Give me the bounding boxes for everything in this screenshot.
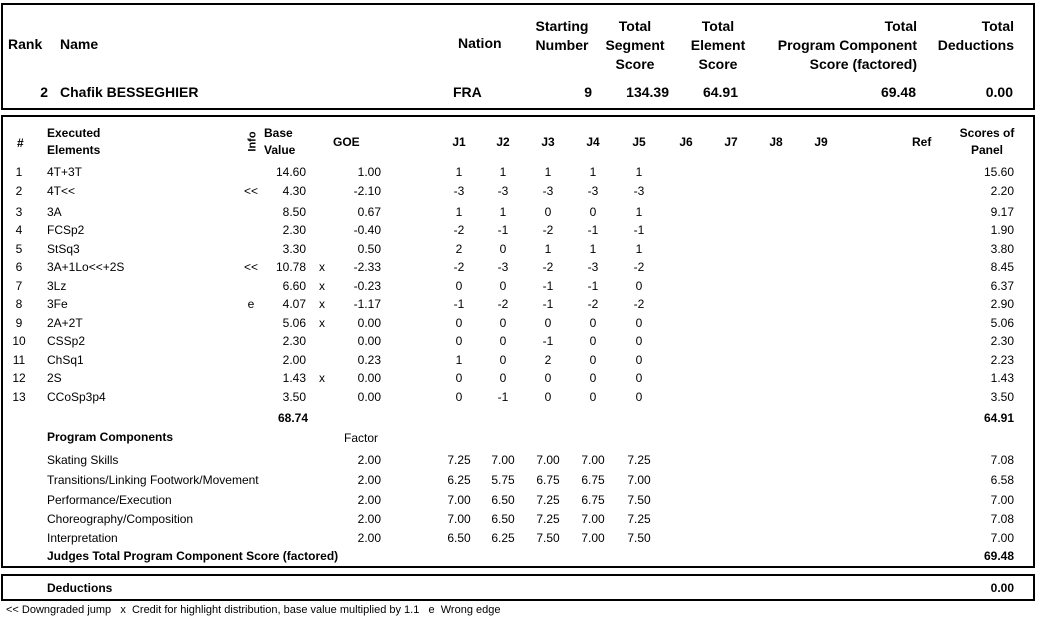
element-number: 11 (12, 353, 26, 367)
element-number: 3 (15, 205, 23, 219)
element-judge-score: 0 (544, 371, 552, 385)
element-base-value: 2.00 (282, 353, 306, 367)
component-judge-score: 7.25 (627, 512, 651, 526)
component-row (0, 493, 1037, 510)
element-judge-score: 0 (499, 334, 507, 348)
component-judge-score: 6.50 (491, 493, 515, 507)
tss-header-line1: Total (618, 18, 652, 34)
element-judge-score: 0 (499, 242, 507, 256)
element-name: FCSp2 (47, 223, 85, 237)
element-goe: 0.00 (357, 371, 381, 385)
judge-header-j6: J6 (679, 135, 693, 149)
program-components-title: Program Components (47, 430, 174, 444)
pcs-header-line2: Program Component (777, 37, 917, 53)
element-panel-score: 3.80 (990, 242, 1014, 256)
judge-header-j1: J1 (452, 135, 466, 149)
element-judge-score: -3 (633, 184, 645, 198)
judge-header-j8: J8 (769, 135, 783, 149)
skater-nation: FRA (453, 84, 482, 100)
tes-header-line1: Total (701, 18, 735, 34)
component-judge-score: 7.25 (536, 493, 560, 507)
skater-starting-number: 9 (584, 84, 592, 100)
element-score-total: 64.91 (983, 411, 1014, 425)
name-header: Name (60, 36, 99, 52)
element-judge-score: -1 (497, 223, 509, 237)
element-judge-score: -2 (587, 297, 599, 311)
element-panel-score: 1.43 (990, 371, 1014, 385)
element-info: e (247, 297, 255, 311)
element-judge-score: 1 (455, 165, 463, 179)
tss-header-line3: Score (615, 56, 655, 72)
element-number: 6 (15, 260, 23, 274)
executed-elements-header (47, 125, 100, 159)
element-number: 4 (15, 223, 23, 237)
component-judge-score: 7.00 (491, 453, 515, 467)
component-judge-score: 7.00 (581, 453, 605, 467)
element-judge-score: 0 (589, 316, 597, 330)
element-name: CCoSp3p4 (47, 390, 106, 404)
element-row (0, 297, 1037, 314)
element-judge-score: 1 (499, 165, 507, 179)
element-judge-score: 0 (499, 353, 507, 367)
element-base-value: 1.43 (282, 371, 306, 385)
tes-header-line2: Element (690, 37, 746, 53)
element-judge-score: -1 (453, 297, 465, 311)
element-goe: 0.00 (357, 390, 381, 404)
base-header-line2: Value (264, 143, 296, 157)
judges-total-pcs-value: 69.48 (983, 549, 1014, 563)
pcs-header (760, 17, 917, 74)
element-judge-score: 1 (635, 165, 643, 179)
element-bonus-flag: x (319, 260, 325, 274)
element-judge-score: 1 (589, 165, 597, 179)
element-base-value: 2.30 (282, 334, 306, 348)
element-name: 2S (47, 371, 62, 385)
element-number: 1 (15, 165, 23, 179)
element-panel-score: 2.30 (990, 334, 1014, 348)
element-judge-score: 0 (544, 390, 552, 404)
element-row (0, 390, 1037, 407)
element-base-value: 3.50 (282, 390, 306, 404)
component-row (0, 453, 1037, 470)
element-judge-score: -2 (453, 223, 465, 237)
component-judge-score: 7.25 (627, 453, 651, 467)
element-number: 7 (15, 279, 23, 293)
component-judge-score: 5.75 (491, 473, 515, 487)
element-judge-score: -2 (633, 297, 645, 311)
element-judge-score: -1 (633, 223, 645, 237)
element-judge-score: 0 (635, 353, 643, 367)
element-base-value: 4.30 (282, 184, 306, 198)
element-base-value: 3.30 (282, 242, 306, 256)
element-number: 2 (15, 184, 23, 198)
judges-total-pcs-label: Judges Total Program Component Score (factored) (47, 549, 339, 563)
component-name: Choreography/Composition (47, 512, 194, 526)
starting-header-line2: Number (535, 37, 589, 53)
element-goe: 0.23 (357, 353, 381, 367)
element-judge-score: -3 (587, 184, 599, 198)
component-row (0, 512, 1037, 529)
component-factor: 2.00 (357, 473, 381, 487)
element-judge-score: 0 (589, 205, 597, 219)
component-judge-score: 6.75 (581, 473, 605, 487)
element-panel-score: 2.90 (990, 297, 1014, 311)
element-goe: -0.40 (353, 223, 381, 237)
ded-header-line2: Deductions (937, 37, 1014, 53)
element-number: 8 (15, 297, 23, 311)
component-panel-score: 6.58 (990, 473, 1014, 487)
component-judge-score: 7.50 (536, 531, 560, 545)
element-panel-score: 5.06 (990, 316, 1014, 330)
element-row (0, 371, 1037, 388)
element-bonus-flag: x (319, 371, 325, 385)
element-judge-score: 0 (589, 353, 597, 367)
element-judge-score: 0 (499, 316, 507, 330)
pcs-header-line1: Total (884, 18, 917, 34)
element-goe: -1.17 (353, 297, 381, 311)
element-goe: 0.67 (357, 205, 381, 219)
element-judge-score: -1 (542, 334, 554, 348)
element-judge-score: -3 (453, 184, 465, 198)
element-name: 3A+1Lo<<+2S (47, 260, 125, 274)
element-judge-score: 1 (589, 242, 597, 256)
element-panel-score: 2.23 (990, 353, 1014, 367)
element-judge-score: 0 (455, 316, 463, 330)
executed-header-line2: Elements (47, 143, 101, 157)
skater-rank: 2 (40, 84, 48, 100)
element-name: ChSq1 (47, 353, 84, 367)
judge-header-j9: J9 (814, 135, 828, 149)
element-judge-score: 0 (635, 390, 643, 404)
element-number: 5 (15, 242, 23, 256)
element-judge-score: -3 (497, 260, 509, 274)
judge-header-j2: J2 (496, 135, 510, 149)
component-judge-score: 7.00 (536, 453, 560, 467)
element-judge-score: 1 (544, 242, 552, 256)
element-judge-score: 0 (589, 371, 597, 385)
judge-header-j3: J3 (541, 135, 555, 149)
element-judge-score: -1 (542, 279, 554, 293)
factor-label: Factor (344, 431, 379, 445)
element-goe: 1.00 (357, 165, 381, 179)
component-judge-score: 7.00 (447, 493, 471, 507)
deductions-box (1, 574, 1035, 601)
element-judge-score: -3 (587, 260, 599, 274)
element-judge-score: -2 (542, 260, 554, 274)
skater-pcs: 69.48 (880, 84, 916, 100)
element-judge-score: 0 (544, 205, 552, 219)
element-row (0, 353, 1037, 370)
element-number: 12 (12, 371, 26, 385)
element-judge-score: 0 (499, 371, 507, 385)
scores-header-line1: Scores of (959, 126, 1015, 140)
rank-header: Rank (8, 36, 43, 52)
base-value-total: 68.74 (277, 411, 308, 425)
component-judge-score: 7.00 (581, 512, 605, 526)
ded-header-line1: Total (981, 18, 1014, 34)
element-goe: 0.00 (357, 334, 381, 348)
element-judge-score: -1 (587, 223, 599, 237)
element-panel-score: 6.37 (990, 279, 1014, 293)
element-name: 3Lz (47, 279, 67, 293)
element-row (0, 165, 1037, 182)
skater-segment-score: 134.39 (626, 84, 669, 100)
deductions-label: Deductions (47, 581, 113, 595)
element-judge-score: 0 (589, 390, 597, 404)
element-base-value: 2.30 (282, 223, 306, 237)
component-judge-score: 7.25 (536, 512, 560, 526)
element-judge-score: 1 (455, 353, 463, 367)
element-row (0, 316, 1037, 333)
element-name: 4T<< (47, 184, 76, 198)
component-name: Skating Skills (47, 453, 119, 467)
element-judge-score: -1 (587, 279, 599, 293)
element-judge-score: 0 (455, 390, 463, 404)
component-judge-score: 7.00 (581, 531, 605, 545)
judge-header-j7: J7 (724, 135, 738, 149)
legend: << Downgraded jump x Credit for highlight distribution, base value multiplied by 1.1 e Wrong edge (6, 604, 501, 616)
element-base-value: 4.07 (282, 297, 306, 311)
element-judge-score: -1 (497, 390, 509, 404)
scores-of-panel-header (950, 125, 1024, 159)
component-factor: 2.00 (357, 453, 381, 467)
element-judge-score: -2 (633, 260, 645, 274)
component-judge-score: 6.75 (581, 493, 605, 507)
element-row (0, 260, 1037, 277)
element-judge-score: -2 (542, 223, 554, 237)
element-judge-score: -3 (542, 184, 554, 198)
component-judge-score: 7.50 (627, 531, 651, 545)
component-judge-score: 6.50 (447, 531, 471, 545)
element-judge-score: 1 (635, 205, 643, 219)
element-judge-score: 2 (544, 353, 552, 367)
starting-header-line1: Starting (535, 18, 589, 34)
component-panel-score: 7.00 (990, 493, 1014, 507)
starting-number-header (527, 17, 597, 55)
element-judge-score: -1 (542, 297, 554, 311)
component-judge-score: 6.25 (447, 473, 471, 487)
element-panel-score: 8.45 (990, 260, 1014, 274)
element-goe: -2.33 (353, 260, 381, 274)
component-judge-score: 6.25 (491, 531, 515, 545)
judge-header-j5: J5 (632, 135, 646, 149)
component-name: Interpretation (47, 531, 118, 545)
element-name: 3Fe (47, 297, 68, 311)
component-factor: 2.00 (357, 493, 381, 507)
element-row (0, 205, 1037, 222)
pcs-header-line3: Score (factored) (809, 56, 917, 72)
element-name: CSSp2 (47, 334, 86, 348)
element-judge-score: 1 (499, 205, 507, 219)
component-name: Transitions/Linking Footwork/Movement (47, 473, 259, 487)
element-panel-score: 1.90 (990, 223, 1014, 237)
element-judge-score: 0 (589, 334, 597, 348)
ref-column-header: Ref (912, 135, 932, 149)
element-info: << (243, 184, 258, 198)
base-header-line1: Base (264, 126, 293, 140)
element-bonus-flag: x (319, 279, 325, 293)
element-name: 3A (47, 205, 62, 219)
element-row (0, 184, 1037, 201)
component-judge-score: 7.25 (447, 453, 471, 467)
deductions-value: 0.00 (990, 581, 1014, 595)
tes-header-line3: Score (698, 56, 738, 72)
element-goe: 0.00 (357, 316, 381, 330)
element-panel-score: 3.50 (990, 390, 1014, 404)
element-judge-score: -2 (453, 260, 465, 274)
element-row (0, 223, 1037, 240)
element-judge-score: 1 (455, 205, 463, 219)
component-panel-score: 7.00 (990, 531, 1014, 545)
component-judge-score: 7.00 (627, 473, 651, 487)
element-judge-score: -2 (497, 297, 509, 311)
component-judge-score: 6.75 (536, 473, 560, 487)
deductions-header (930, 17, 1014, 55)
element-bonus-flag: x (319, 316, 325, 330)
element-judge-score: 2 (455, 242, 463, 256)
element-bonus-flag: x (319, 297, 325, 311)
element-goe: -2.10 (353, 184, 381, 198)
component-row (0, 531, 1037, 548)
element-name: 4T+3T (47, 165, 83, 179)
nation-header: Nation (458, 35, 502, 51)
element-judge-score: -3 (497, 184, 509, 198)
skater-element-score: 64.91 (702, 84, 738, 100)
num-column-header: # (17, 136, 24, 150)
element-goe: -0.23 (353, 279, 381, 293)
skater-name: Chafik BESSEGHIER (60, 84, 199, 100)
element-base-value: 6.60 (282, 279, 306, 293)
element-info: << (243, 260, 258, 274)
element-judge-score: 0 (455, 279, 463, 293)
scores-header-line2: Panel (970, 143, 1003, 157)
base-value-header (264, 125, 295, 159)
skater-deductions: 0.00 (985, 84, 1013, 100)
element-base-value: 14.60 (275, 165, 306, 179)
element-number: 9 (15, 316, 23, 330)
element-goe: 0.50 (357, 242, 381, 256)
element-base-value: 5.06 (282, 316, 306, 330)
element-number: 10 (12, 334, 26, 348)
component-judge-score: 6.50 (491, 512, 515, 526)
component-panel-score: 7.08 (990, 453, 1014, 467)
element-judge-score: 0 (635, 334, 643, 348)
element-base-value: 8.50 (282, 205, 306, 219)
component-name: Performance/Execution (47, 493, 172, 507)
component-judge-score: 7.50 (627, 493, 651, 507)
element-judge-score: 0 (455, 371, 463, 385)
element-row (0, 242, 1037, 259)
element-judge-score: 0 (635, 371, 643, 385)
component-row (0, 473, 1037, 490)
element-row (0, 334, 1037, 351)
element-score-header (678, 17, 758, 74)
component-factor: 2.00 (357, 531, 381, 545)
element-judge-score: 0 (635, 279, 643, 293)
element-panel-score: 2.20 (990, 184, 1014, 198)
component-panel-score: 7.08 (990, 512, 1014, 526)
element-number: 13 (12, 390, 26, 404)
judge-header-j4: J4 (586, 135, 600, 149)
element-judge-score: 0 (499, 279, 507, 293)
element-panel-score: 9.17 (990, 205, 1014, 219)
element-row (0, 279, 1037, 296)
segment-score-header (600, 17, 670, 74)
element-name: 2A+2T (47, 316, 83, 330)
element-judge-score: 0 (635, 316, 643, 330)
element-judge-score: 1 (544, 165, 552, 179)
element-judge-score: 0 (544, 316, 552, 330)
tss-header-line2: Segment (605, 37, 665, 53)
info-column-header: Info (246, 131, 259, 152)
component-judge-score: 7.00 (447, 512, 471, 526)
element-panel-score: 15.60 (983, 165, 1014, 179)
component-factor: 2.00 (357, 512, 381, 526)
element-name: StSq3 (47, 242, 80, 256)
element-judge-score: 0 (455, 334, 463, 348)
element-base-value: 10.78 (275, 260, 306, 274)
executed-header-line1: Executed (47, 126, 101, 140)
element-judge-score: 1 (635, 242, 643, 256)
goe-column-header: GOE (333, 135, 360, 149)
